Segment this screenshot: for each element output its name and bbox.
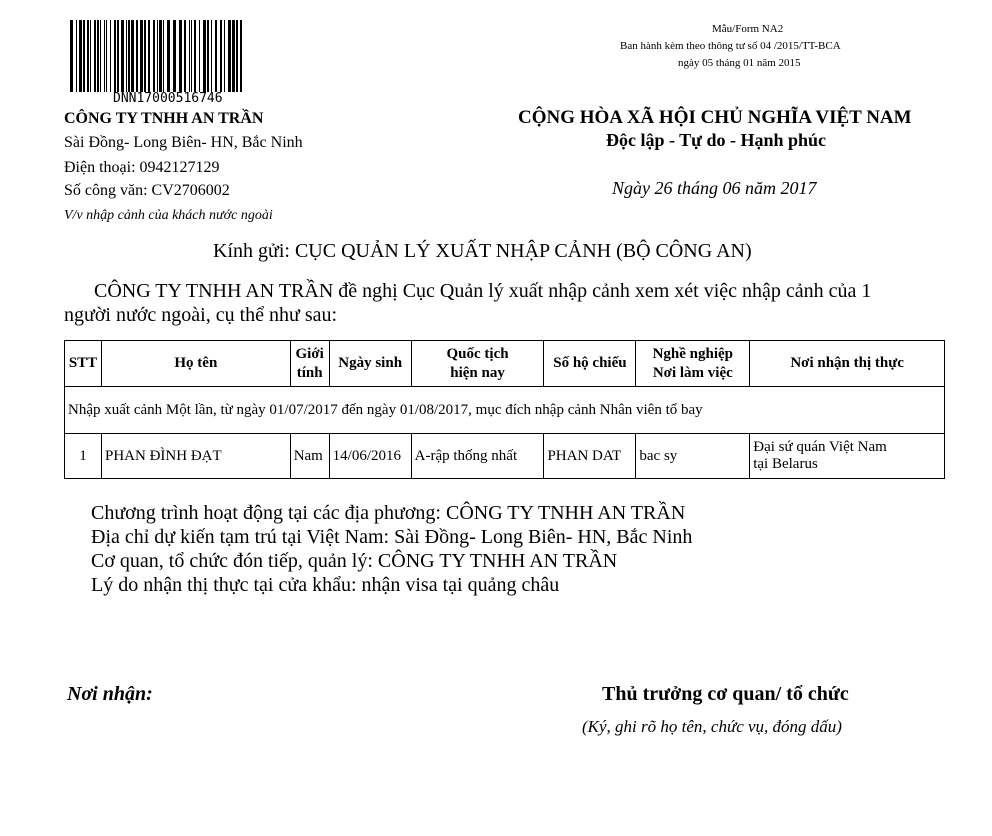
visa-reason-line: Lý do nhận thị thực tại cửa khẩu: nhận visa tại quảng châu bbox=[91, 574, 560, 596]
cell-visa-place: Đại sứ quán Việt Nam tại Belarus bbox=[750, 434, 945, 479]
table-header-row bbox=[65, 341, 945, 387]
stay-address-line: Địa chỉ dự kiến tạm trú tại Việt Nam: Sài Đồng- Long Biên- HN, Bắc Ninh bbox=[91, 526, 693, 548]
national-motto: Độc lập - Tự do - Hạnh phúc bbox=[606, 130, 827, 150]
signer-title: Thủ trưởng cơ quan/ tổ chức bbox=[602, 683, 849, 705]
intro-line-2: người nước ngoài, cụ thể như sau: bbox=[64, 304, 338, 326]
cell-nationality: A-rập thống nhất bbox=[411, 434, 544, 479]
header-stt: STT bbox=[65, 341, 102, 387]
header-gender: Giới tính bbox=[290, 341, 329, 387]
intro-line-1: CÔNG TY TNHH AN TRẦN đề nghị Cục Quản lý xuất nhập cảnh xem xét việc nhập cảnh của 1 bbox=[94, 280, 872, 302]
document-subject: V/v nhập cảnh của khách nước ngoài bbox=[64, 208, 273, 223]
host-line: Cơ quan, tổ chức đón tiếp, quản lý: CÔNG TY TNHH AN TRẦN bbox=[91, 550, 618, 572]
barcode-image bbox=[70, 20, 242, 92]
signature-note: (Ký, ghi rõ họ tên, chức vụ, đóng dấu) bbox=[582, 717, 842, 736]
header-nationality: Quốc tịch hiện nay bbox=[411, 341, 544, 387]
form-issued-date: ngày 05 tháng 01 năm 2015 bbox=[678, 57, 801, 69]
cell-stt: 1 bbox=[65, 434, 102, 479]
table-row bbox=[65, 434, 945, 479]
entry-note-row bbox=[65, 387, 945, 434]
national-title: CỘNG HÒA XÃ HỘI CHỦ NGHĨA VIỆT NAM bbox=[518, 107, 912, 128]
cell-gender: Nam bbox=[290, 434, 329, 479]
form-issued-note: Ban hành kèm theo thông tư số 04 /2015/TT-BCA bbox=[620, 40, 841, 52]
document-number: Số công văn: CV2706002 bbox=[64, 182, 230, 199]
cell-job: bac sy bbox=[636, 434, 750, 479]
company-phone: Điện thoại: 0942127129 bbox=[64, 159, 220, 176]
document-date: Ngày 26 tháng 06 năm 2017 bbox=[612, 178, 817, 198]
header-dob: Ngày sinh bbox=[329, 341, 411, 387]
visa-request-table bbox=[64, 340, 945, 479]
header-name: Họ tên bbox=[101, 341, 290, 387]
company-address: Sài Đồng- Long Biên- HN, Bắc Ninh bbox=[64, 134, 303, 151]
recipients-label: Nơi nhận: bbox=[67, 683, 153, 705]
form-number: Mẫu/Form NA2 bbox=[712, 23, 784, 35]
cell-passport: PHAN DAT bbox=[544, 434, 636, 479]
program-line: Chương trình hoạt động tại các địa phương: CÔNG TY TNHH AN TRẦN bbox=[91, 502, 686, 524]
entry-note: Nhập xuất cảnh Một lần, từ ngày 01/07/2017 đến ngày 01/08/2017, mục đích nhập cảnh Nhân viên tổ bay bbox=[65, 387, 945, 434]
cell-name: PHAN ĐÌNH ĐẠT bbox=[101, 434, 290, 479]
addressee: Kính gửi: CỤC QUẢN LÝ XUẤT NHẬP CẢNH (BỘ CÔNG AN) bbox=[213, 240, 752, 262]
cell-dob: 14/06/2016 bbox=[329, 434, 411, 479]
header-passport: Số hộ chiếu bbox=[544, 341, 636, 387]
header-visa-place: Nơi nhận thị thực bbox=[750, 341, 945, 387]
company-name: CÔNG TY TNHH AN TRẦN bbox=[64, 110, 264, 127]
header-job: Nghề nghiệp Nơi làm việc bbox=[636, 341, 750, 387]
barcode-number: DNN17000516746 bbox=[113, 91, 223, 106]
